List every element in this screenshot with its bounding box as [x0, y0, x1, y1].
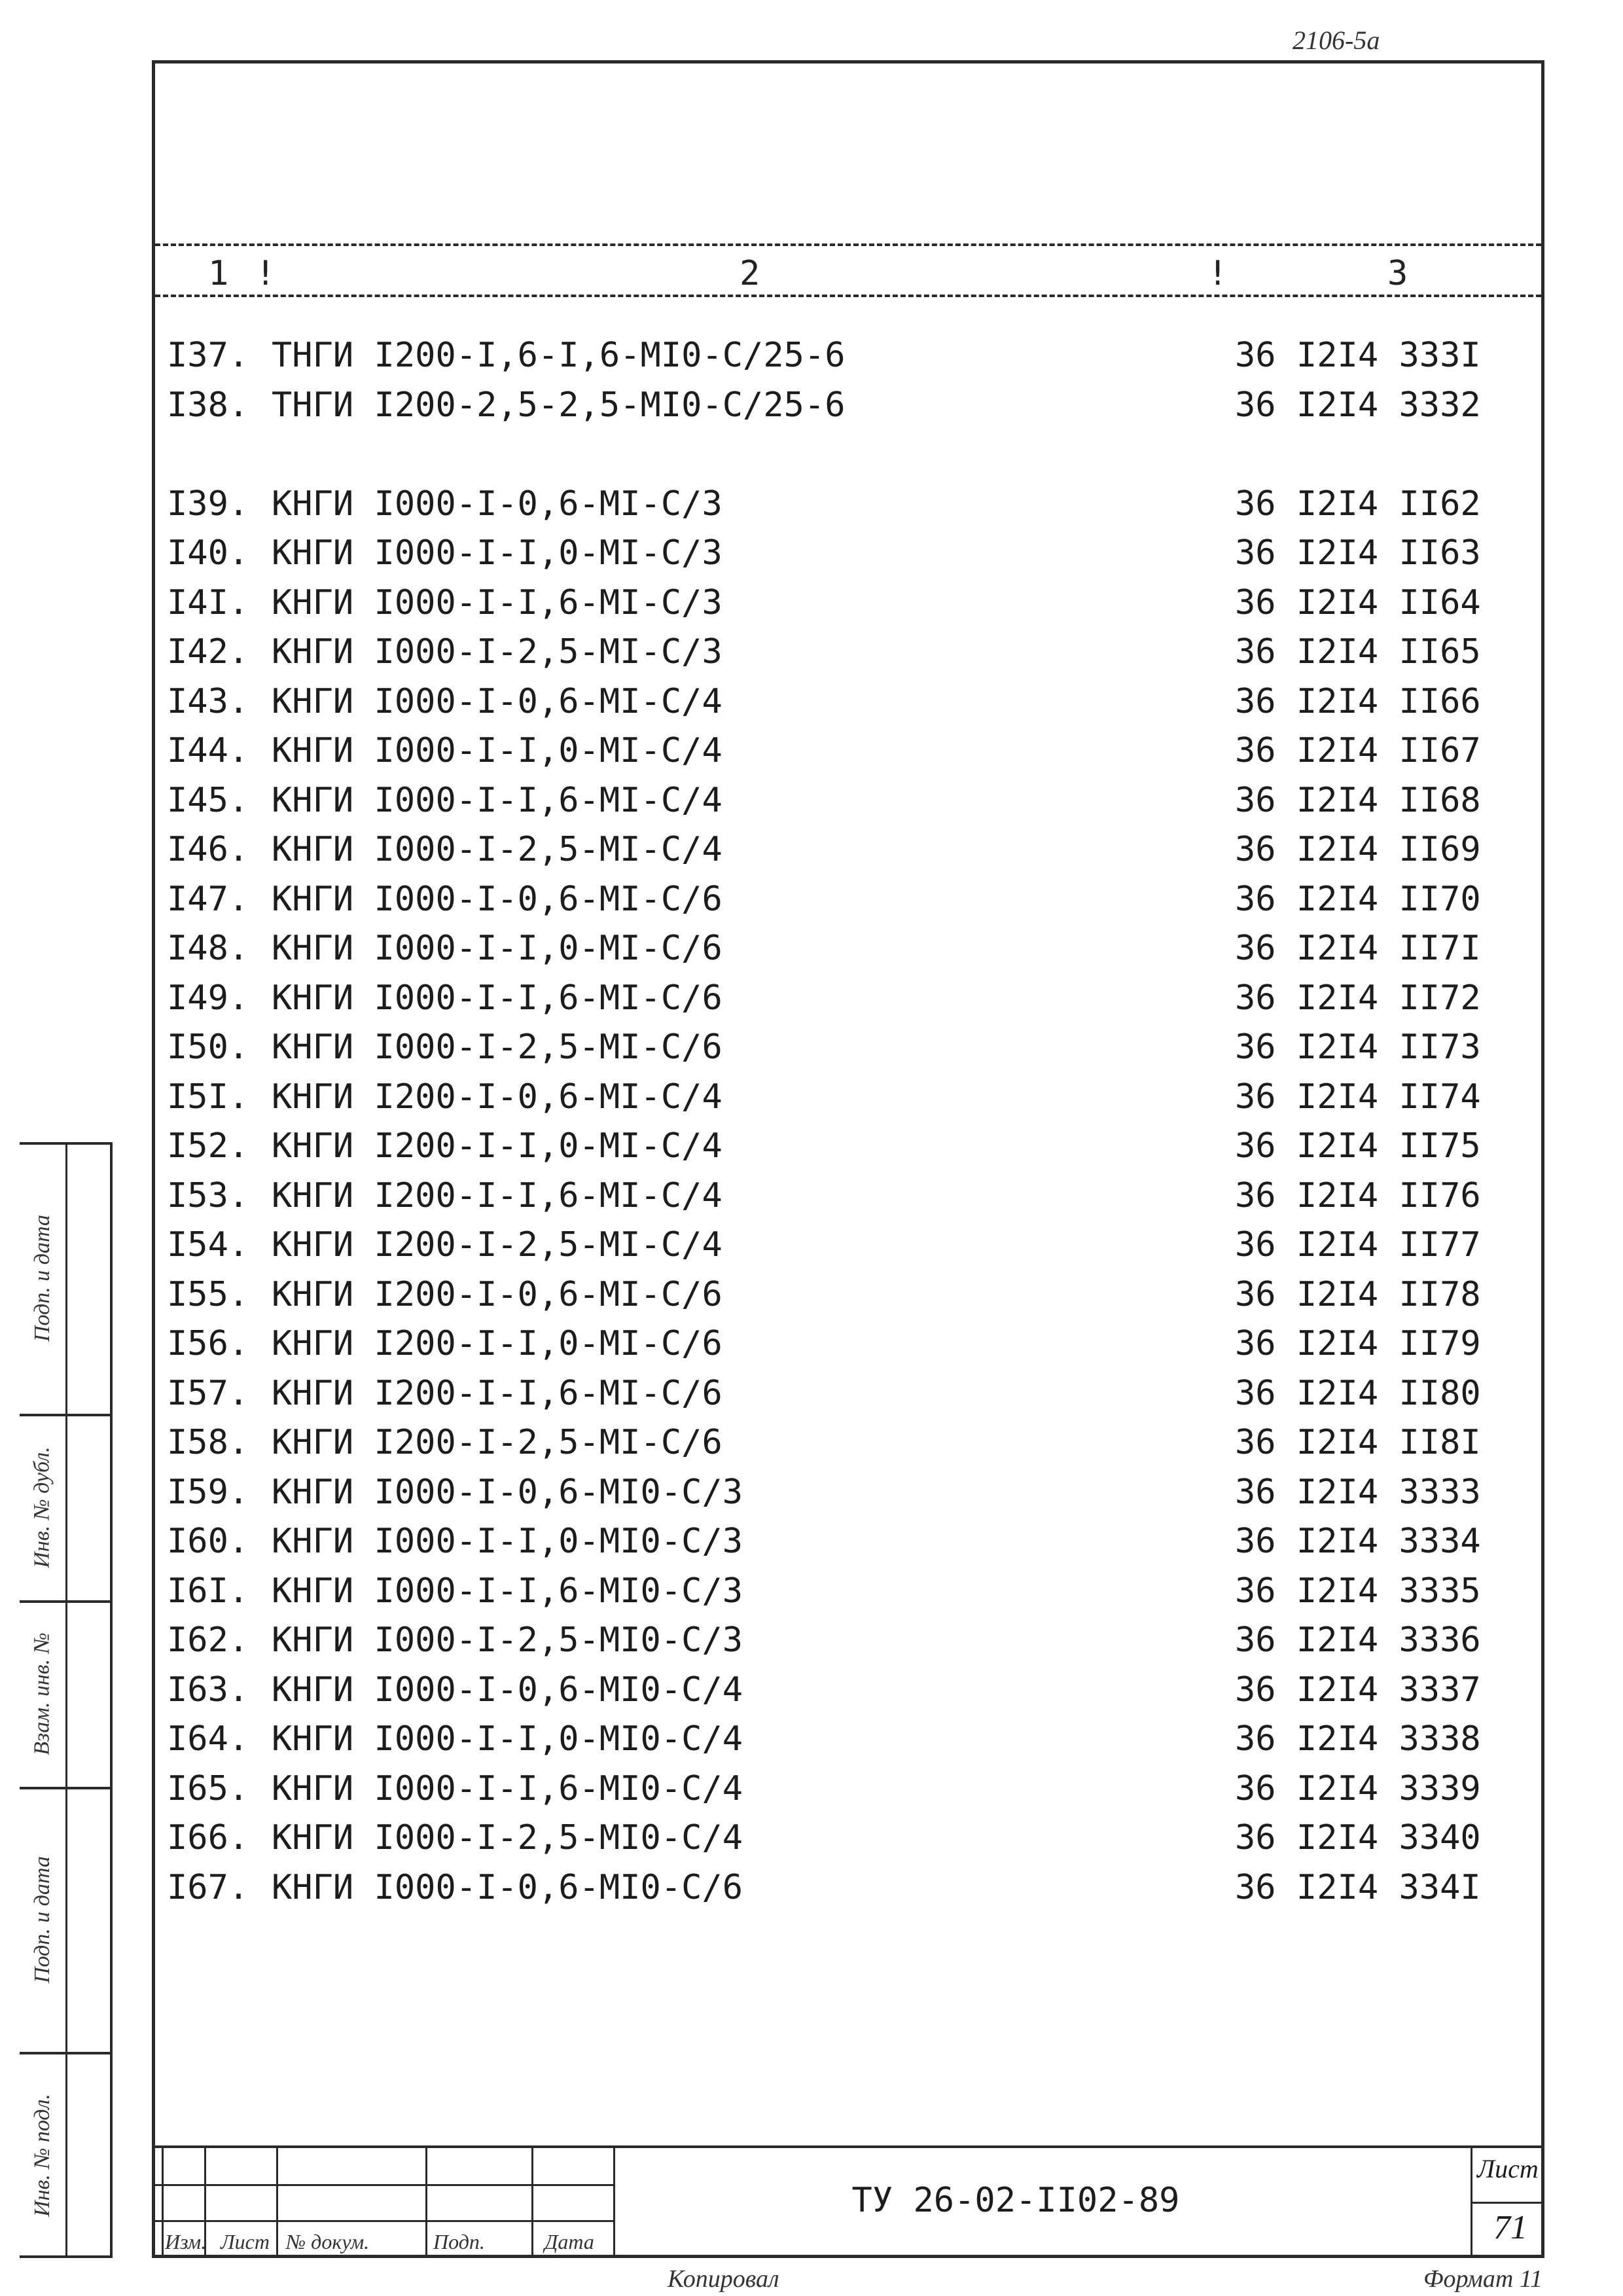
item-code: 36 I2I4 3337: [1235, 1670, 1481, 1710]
side-label-dup-inv: Инв. № дубл.: [30, 1446, 55, 1568]
item-designation: КНГИ I000-I-0,6-MI-C/3: [272, 484, 722, 524]
item-code: 36 I2I4 II72: [1235, 978, 1481, 1018]
label-date: Дата: [544, 2230, 594, 2253]
title-block-col: [276, 2148, 278, 2257]
item-code: 36 I2I4 II67: [1235, 731, 1481, 770]
item-designation: КНГИ I000-I-0,6-MI0-C/4: [272, 1670, 743, 1710]
label-doc-no: № докум.: [286, 2230, 370, 2253]
item-code: 36 I2I4 II77: [1235, 1225, 1481, 1265]
item-number: I4I.: [167, 583, 249, 622]
item-code: 36 I2I4 II69: [1235, 830, 1481, 869]
side-label-replace-inv: Взам. инв. №: [30, 1632, 55, 1755]
side-label-sign-date: Подп. и дата: [30, 1214, 55, 1342]
item-code: 36 I2I4 3332: [1235, 385, 1481, 425]
title-block-col: [162, 2148, 164, 2257]
title-block-col: [425, 2148, 427, 2257]
item-number: I49.: [167, 978, 249, 1018]
item-designation: КНГИ I200-I-I,0-MI-C/6: [272, 1324, 722, 1363]
item-number: I54.: [167, 1225, 249, 1265]
item-code: 36 I2I4 3334: [1235, 1522, 1481, 1561]
item-number: I38.: [167, 385, 249, 425]
list-item: [167, 874, 1535, 924]
item-code: 36 I2I4 3335: [1235, 1571, 1481, 1611]
item-number: I65.: [167, 1768, 249, 1808]
item-designation: КНГИ I200-I-2,5-MI-C/6: [272, 1423, 722, 1462]
item-code: 36 I2I4 333I: [1235, 336, 1481, 375]
item-code: 36 I2I4 II65: [1235, 632, 1481, 672]
side-label-orig-inv: Инв. № подл.: [30, 2093, 55, 2217]
item-number: I59.: [167, 1472, 249, 1512]
list-item: [167, 627, 1535, 677]
header-bottom-rule: [155, 295, 1541, 297]
list-item: [167, 1319, 1535, 1369]
list-item: [167, 1863, 1535, 1912]
item-designation: КНГИ I200-I-I,6-MI-C/6: [272, 1373, 722, 1413]
item-designation: КНГИ I200-I-I,6-MI-C/4: [272, 1175, 722, 1215]
item-designation: КНГИ I200-I-I,0-MI-C/4: [272, 1126, 722, 1166]
item-designation: КНГИ I200-I-0,6-MI-C/4: [272, 1077, 722, 1117]
list-item: [167, 1418, 1535, 1467]
list-item: [167, 726, 1535, 776]
item-number: I45.: [167, 780, 249, 820]
list-item: [167, 1764, 1535, 1814]
item-designation: КНГИ I000-I-2,5-MI-C/4: [272, 830, 722, 869]
item-number: I60.: [167, 1522, 249, 1561]
list-item: [167, 331, 1535, 380]
item-code: 36 I2I4 II73: [1235, 1028, 1481, 1067]
item-code: 36 I2I4 II76: [1235, 1175, 1481, 1215]
list-item: [167, 380, 1535, 430]
copied-by: Копировал: [668, 2265, 779, 2293]
list-item: [167, 677, 1535, 726]
item-designation: КНГИ I000-I-2,5-MI-C/3: [272, 632, 722, 672]
item-designation: КНГИ I000-I-0,6-MI0-C/6: [272, 1867, 743, 1907]
item-code: 36 I2I4 II70: [1235, 879, 1481, 919]
item-designation: КНГИ I000-I-I,6-MI0-C/3: [272, 1571, 743, 1611]
header-col-3: 3: [1387, 254, 1408, 293]
list-item: [167, 1516, 1535, 1566]
item-designation: КНГИ I000-I-I,6-MI0-C/4: [272, 1768, 743, 1808]
document-number: ТУ 26-02-II02-89: [851, 2181, 1180, 2220]
title-block: [155, 2145, 1541, 2257]
header-col-1: 1: [208, 254, 229, 293]
item-designation: КНГИ I000-I-I,0-MI-C/3: [272, 533, 722, 573]
list-item: [167, 1270, 1535, 1319]
sheet-box-rule: [1471, 2202, 1541, 2204]
label-signature: Подп.: [433, 2230, 485, 2253]
side-stamp-grid: [20, 1142, 113, 2258]
title-block-rule: [155, 2184, 613, 2186]
title-block-rule: [155, 2220, 613, 2222]
list-item: [167, 1022, 1535, 1072]
item-number: I43.: [167, 681, 249, 721]
item-designation: КНГИ I200-I-0,6-MI-C/6: [272, 1274, 722, 1314]
list-item: [167, 1665, 1535, 1715]
item-code: 36 I2I4 3338: [1235, 1719, 1481, 1759]
item-code: 36 I2I4 3340: [1235, 1818, 1481, 1857]
list-item: [167, 1467, 1535, 1517]
item-number: I6I.: [167, 1571, 249, 1611]
item-code: 36 I2I4 II78: [1235, 1274, 1481, 1314]
item-designation: КНГИ I000-I-I,0-MI0-C/4: [272, 1719, 743, 1759]
title-block-col: [613, 2148, 615, 2257]
header-sep-1: !: [255, 254, 276, 293]
item-number: I40.: [167, 533, 249, 573]
item-code: 36 I2I4 II74: [1235, 1077, 1481, 1117]
list-item: [167, 1369, 1535, 1418]
item-code: 36 I2I4 3333: [1235, 1472, 1481, 1512]
item-code: 36 I2I4 334I: [1235, 1867, 1481, 1907]
item-number: I63.: [167, 1670, 249, 1710]
item-number: I67.: [167, 1867, 249, 1907]
item-designation: ТНГИ I200-2,5-2,5-MI0-C/25-6: [272, 385, 846, 425]
title-block-col: [531, 2148, 533, 2257]
item-number: I57.: [167, 1373, 249, 1413]
header-sep-2: !: [1207, 254, 1228, 293]
item-designation: КНГИ I000-I-I,0-MI-C/6: [272, 929, 722, 968]
item-designation: КНГИ I000-I-I,6-MI-C/4: [272, 780, 722, 820]
sheet-number: 71: [1493, 2209, 1527, 2246]
item-number: I46.: [167, 830, 249, 869]
list-item: [167, 1714, 1535, 1764]
item-designation: КНГИ I000-I-2,5-MI-C/6: [272, 1028, 722, 1067]
item-number: I64.: [167, 1719, 249, 1759]
list-item: [167, 1615, 1535, 1665]
item-code: 36 I2I4 3339: [1235, 1768, 1481, 1808]
item-number: I47.: [167, 879, 249, 919]
list-item: [167, 1072, 1535, 1122]
item-code: 36 I2I4 II64: [1235, 583, 1481, 622]
item-designation: КНГИ I000-I-2,5-MI0-C/4: [272, 1818, 743, 1857]
item-code: 36 I2I4 II79: [1235, 1324, 1481, 1363]
header-col-2: 2: [740, 254, 760, 293]
item-number: I42.: [167, 632, 249, 672]
item-designation: КНГИ I000-I-0,6-MI-C/6: [272, 879, 722, 919]
item-number: I44.: [167, 731, 249, 770]
list-item: [167, 776, 1535, 825]
item-number: I55.: [167, 1274, 249, 1314]
list-item: [167, 1220, 1535, 1270]
item-number: I37.: [167, 336, 249, 375]
item-designation: КНГИ I000-I-0,6-MI-C/4: [272, 681, 722, 721]
item-number: I50.: [167, 1028, 249, 1067]
item-code: 36 I2I4 II8I: [1235, 1423, 1481, 1462]
sheet-label: Лист: [1477, 2154, 1539, 2183]
list-item: [167, 924, 1535, 973]
item-code: 36 I2I4 II68: [1235, 780, 1481, 820]
item-number: I39.: [167, 484, 249, 524]
item-designation: КНГИ I200-I-2,5-MI-C/4: [272, 1225, 722, 1265]
item-number: I52.: [167, 1126, 249, 1166]
archive-number: 2106-5a: [1293, 26, 1380, 55]
item-number: I58.: [167, 1423, 249, 1462]
item-code: 36 I2I4 II62: [1235, 484, 1481, 524]
list-item: [167, 578, 1535, 628]
side-label-sign-date-2: Подп. и дата: [30, 1856, 55, 1983]
item-number: I56.: [167, 1324, 249, 1363]
header-top-rule: [155, 243, 1541, 246]
item-number: I62.: [167, 1621, 249, 1660]
list-item: [167, 1171, 1535, 1221]
list-item: [167, 479, 1535, 529]
item-number: I5I.: [167, 1077, 249, 1117]
item-number: I48.: [167, 929, 249, 968]
item-designation: КНГИ I000-I-2,5-MI0-C/3: [272, 1621, 743, 1660]
item-number: I53.: [167, 1175, 249, 1215]
item-code: 36 I2I4 II63: [1235, 533, 1481, 573]
item-code: 36 I2I4 3336: [1235, 1621, 1481, 1660]
label-sheet: Лист: [221, 2230, 270, 2253]
list-item: [167, 1121, 1535, 1171]
list-item: [167, 973, 1535, 1023]
format-label: Формат 11: [1423, 2265, 1543, 2293]
list-item: [167, 1813, 1535, 1863]
item-designation: ТНГИ I200-I,6-I,6-MI0-C/25-6: [272, 336, 846, 375]
item-code: 36 I2I4 II66: [1235, 681, 1481, 721]
item-designation: КНГИ I000-I-0,6-MI0-C/3: [272, 1472, 743, 1512]
side-stamp-divider: [65, 1142, 67, 2258]
item-designation: КНГИ I000-I-I,0-MI-C/4: [272, 731, 722, 770]
list-item: [167, 825, 1535, 874]
list-item: [167, 528, 1535, 578]
item-designation: КНГИ I000-I-I,0-MI0-C/3: [272, 1522, 743, 1561]
item-designation: КНГИ I000-I-I,6-MI-C/3: [272, 583, 722, 622]
label-change: Изм.: [165, 2230, 207, 2253]
item-number: I66.: [167, 1818, 249, 1857]
item-designation: КНГИ I000-I-I,6-MI-C/6: [272, 978, 722, 1018]
item-code: 36 I2I4 II80: [1235, 1373, 1481, 1413]
list-item: [167, 1566, 1535, 1616]
item-code: 36 I2I4 II7I: [1235, 929, 1481, 968]
item-code: 36 I2I4 II75: [1235, 1126, 1481, 1166]
